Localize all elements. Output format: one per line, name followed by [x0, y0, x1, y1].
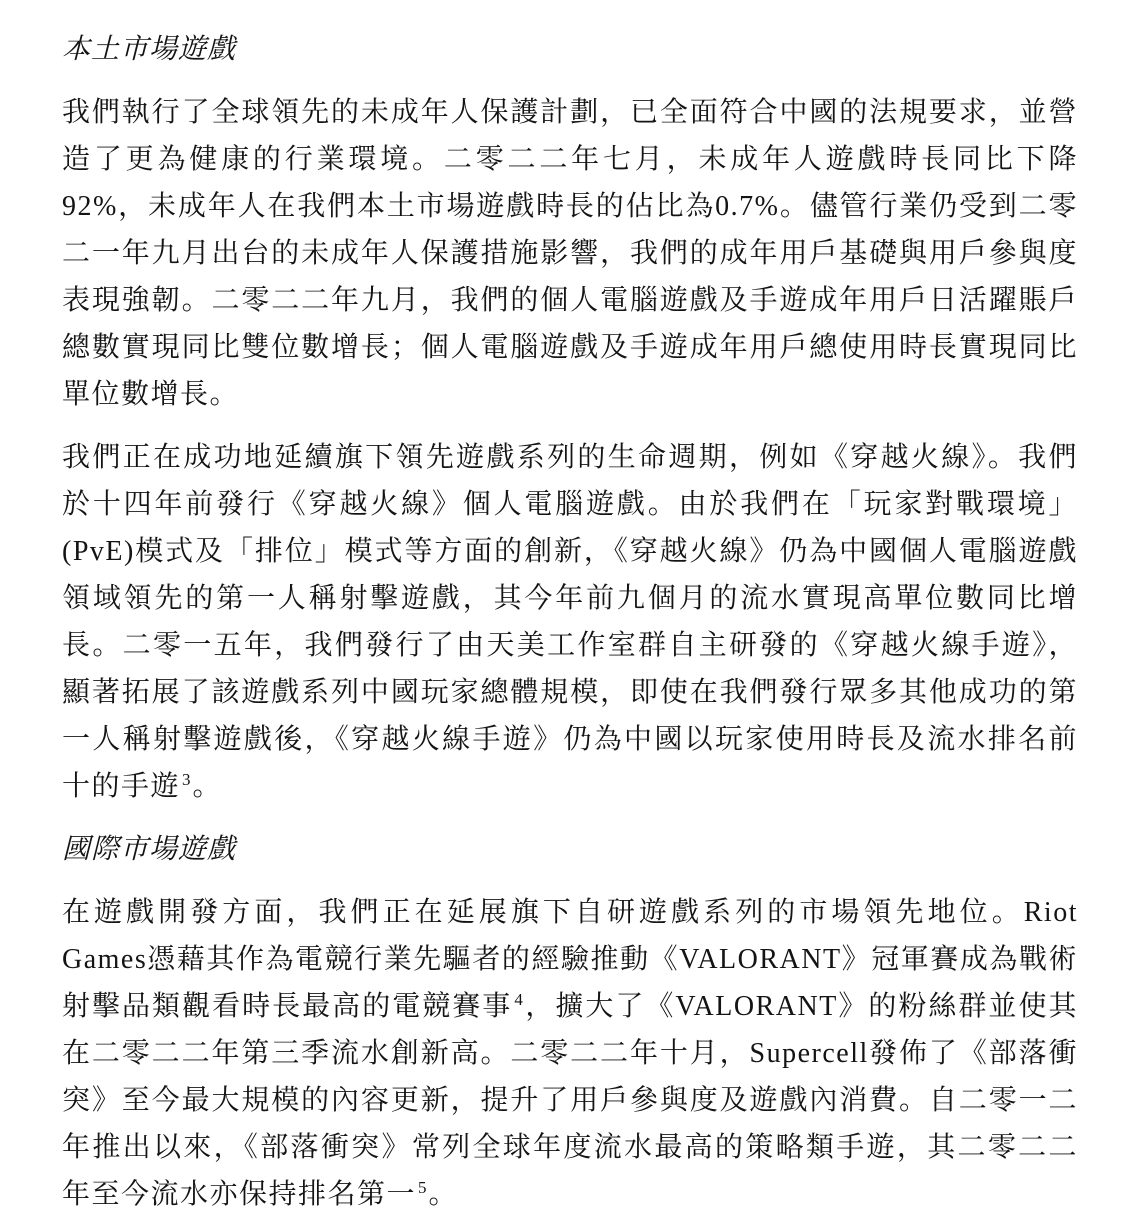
paragraph-minor-protection: 我們執行了全球領先的未成年人保護計劃，已全面符合中國的法規要求，並營造了更為健康的行業環境。二零二二年七月，未成年人遊戲時長同比下降92%，未成年人在我們本土市場遊戲時長的佔比為0.7%。儘管行業仍受到二零二一年九月出台的未成年人保護措施影響，我們的成年用戶基礎與用戶參與度表現強韌。二零二二年九月，我們的個人電腦遊戲及手遊成年用戶日活躍賬戶總數實現同比雙位數增長；個人電腦遊戲及手遊成年用戶總使用時長實現同比單位數增長。: [62, 97, 1078, 410]
paragraph-international-period: 。: [428, 1179, 459, 1210]
heading-domestic-market-games: 本土市場遊戲: [62, 34, 237, 65]
paragraph-international: [62, 889, 1078, 1218]
heading-international-market-games: 國際市場遊戲: [62, 834, 237, 865]
paragraph-international-text-2: ，擴大了《VALORANT》的粉絲群並使其在二零二二年第三季流水創新高。二零二二年十月，Supercell發佈了《部落衝突》至今最大規模的內容更新，提升了用戶參與度及遊戲內消費。自二零一二年推出以來，《部落衝突》常列全球年度流水最高的策略類手遊，其二零二二年至今流水亦保持排名第一: [62, 991, 1078, 1210]
paragraph-international-text-1: 在遊戲開發方面，我們正在延展旗下自研遊戲系列的市場領先地位。Riot Games憑藉其作為電競行業先驅者的經驗推動《VALORANT》冠軍賽成為戰術射擊品類觀看時長最高的電競賽事: [62, 897, 1078, 1022]
footnote-ref-3: 3: [182, 769, 191, 789]
footnote-ref-4: 4: [514, 989, 523, 1009]
paragraph-crossfire: [62, 434, 1078, 810]
paragraph-crossfire-period: 。: [192, 771, 223, 802]
paragraph-crossfire-text: 我們正在成功地延續旗下領先遊戲系列的生命週期，例如《穿越火線》。我們於十四年前發行《穿越火線》個人電腦遊戲。由於我們在「玩家對戰環境」(PvE)模式及「排位」模式等方面的創新，《穿越火線》仍為中國個人電腦遊戲領域領先的第一人稱射擊遊戲，其今年前九個月的流水實現高單位數同比增長。二零一五年，我們發行了由天美工作室群自主研發的《穿越火線手遊》，顯著拓展了該遊戲系列中國玩家總體規模，即使在我們發行眾多其他成功的第一人稱射擊遊戲後，《穿越火線手遊》仍為中國以玩家使用時長及流水排名前十的手遊: [62, 442, 1078, 802]
footnote-ref-5: 5: [418, 1177, 427, 1197]
